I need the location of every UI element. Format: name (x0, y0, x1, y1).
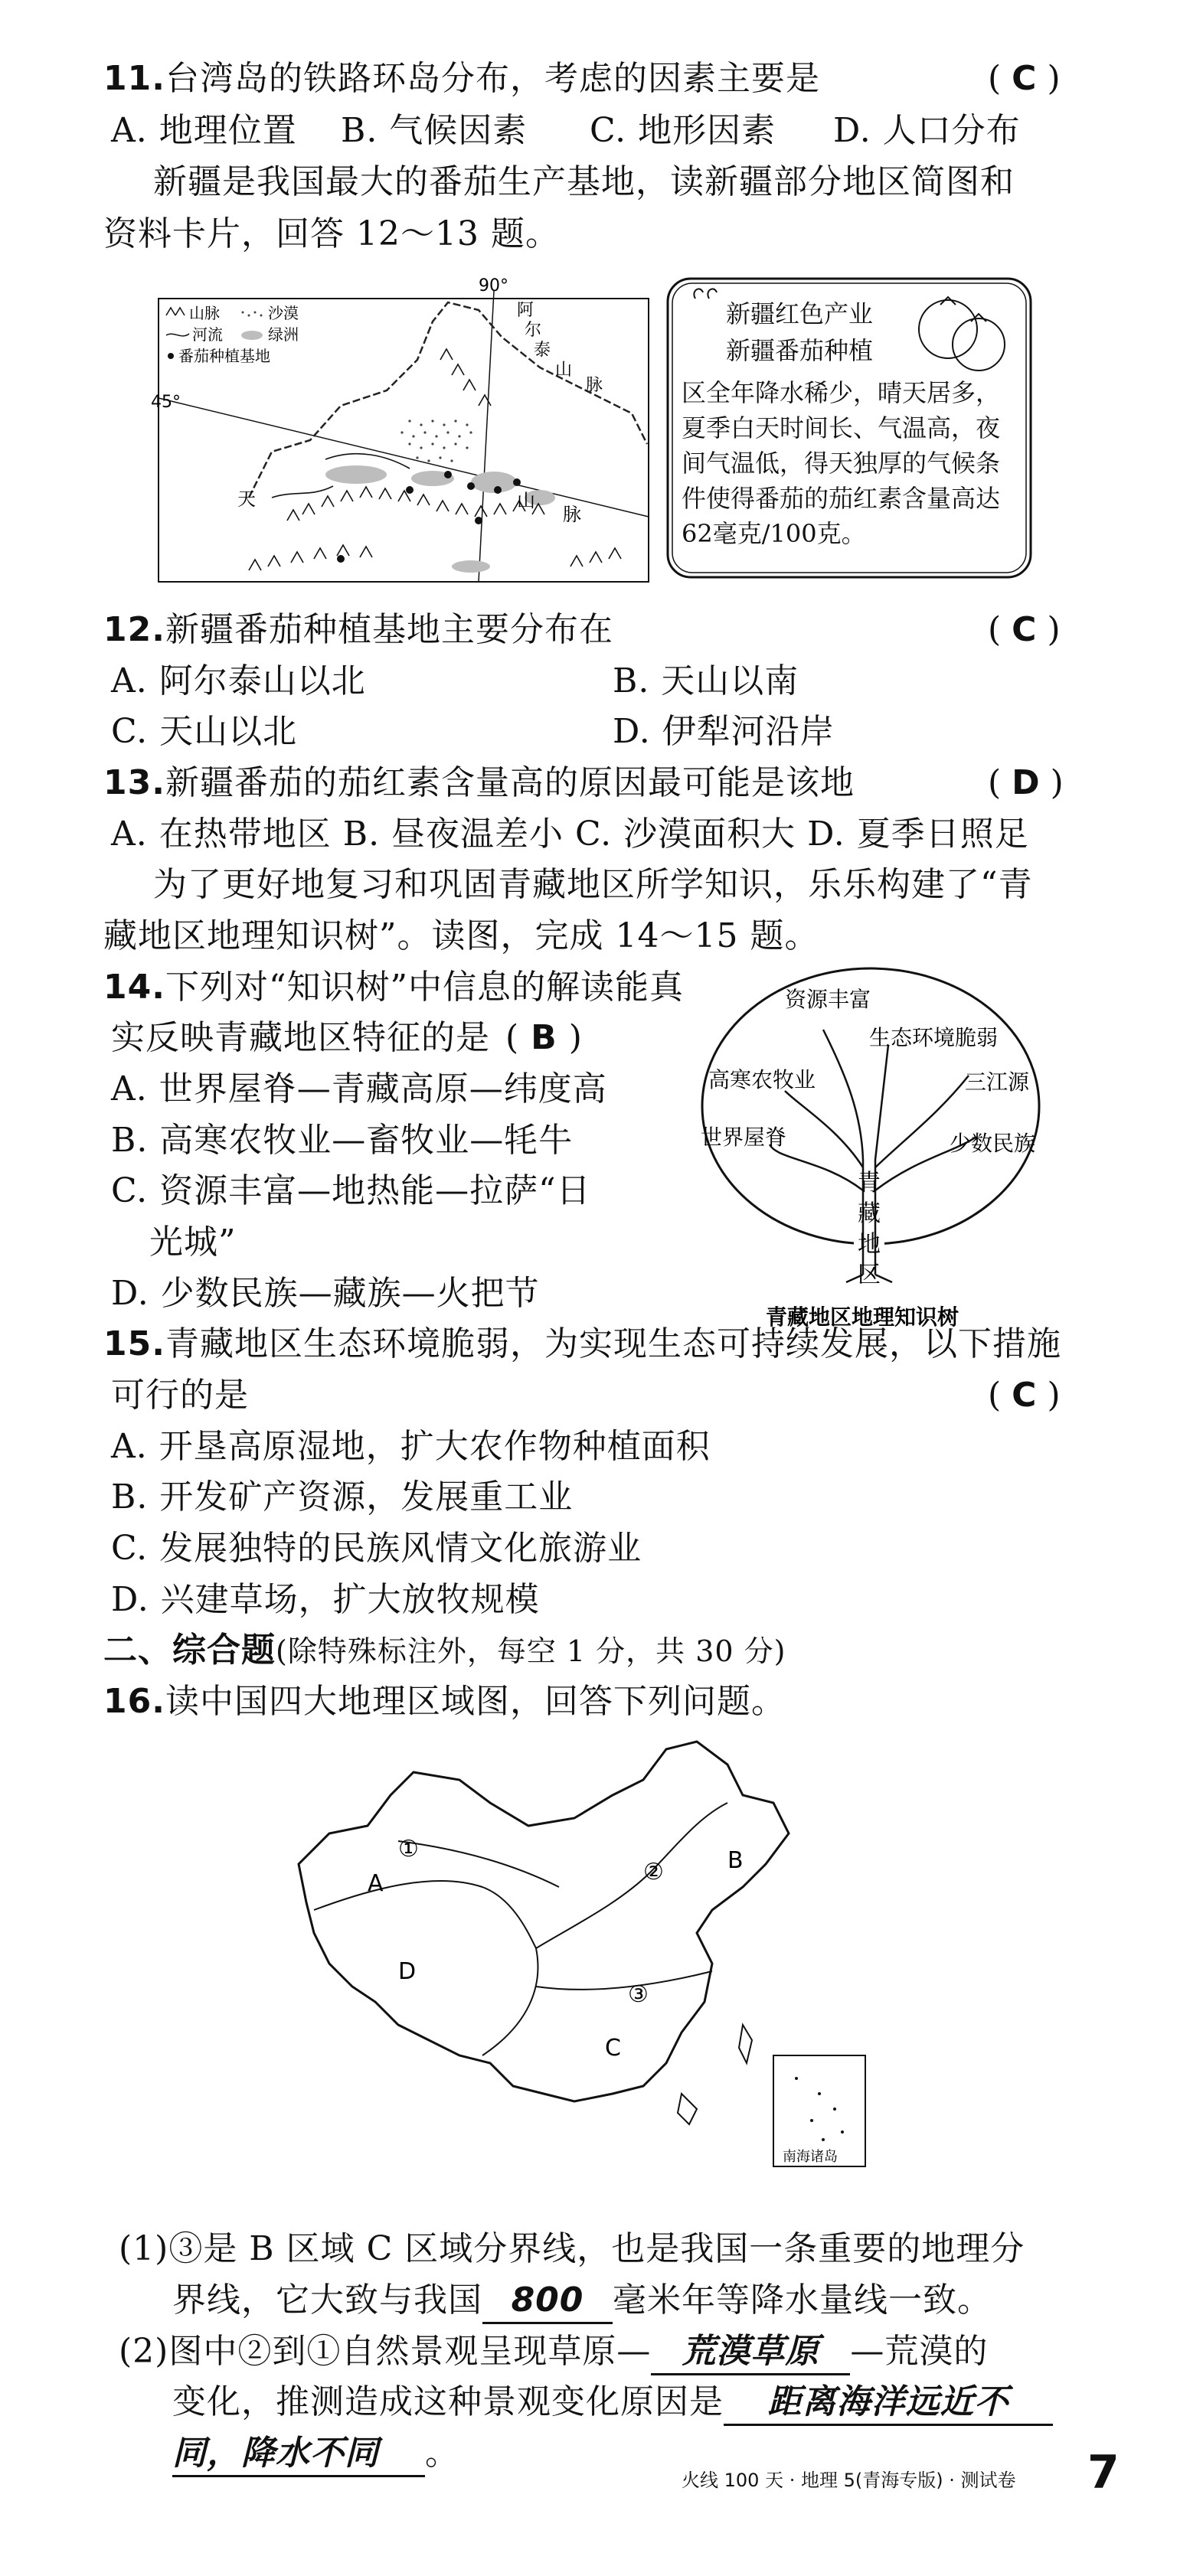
q11-option-d: D. 人口分布 (833, 111, 1021, 150)
tree-node-sanjiangyuan: 三江源 (965, 1069, 1030, 1095)
q15-option-d: D. 兴建草场，扩大放牧规模 (111, 1580, 540, 1619)
q12-option-b: B. 天山以南 (613, 661, 799, 700)
intro-14-15-line1: 为了更好地复习和巩固青藏地区所学知识，乐乐构建了“青 (153, 865, 1033, 904)
q16-part2-line1: (2)图中②到①自然景观呈现草原— 荒漠草原 —荒漠的 (119, 2330, 988, 2375)
tree-nodes (701, 987, 1035, 1156)
q14-option-a: A. 世界屋脊—青藏高原—纬度高 (111, 1069, 607, 1108)
svg-text:D: D (398, 1958, 417, 1985)
q14-option-b: B. 高寒农牧业—畜牧业—牦牛 (111, 1121, 574, 1160)
svg-text:A: A (368, 1870, 384, 1897)
q11-number: 11. (103, 59, 165, 98)
q13-answer: ( D ) (988, 763, 1064, 802)
intro-14-15-line2: 藏地区地理知识树”。读图，完成 14～15 题。 (103, 916, 819, 955)
q13-stem: 13.新疆番茄的茄红素含量高的原因最可能是该地 (103, 763, 855, 802)
svg-text:河流: 河流 (192, 325, 223, 344)
q16-part2-blank2a[interactable]: 距离海洋远近不 (724, 2381, 1053, 2426)
q11-stem (103, 57, 820, 100)
q15-stem-line2: 可行的是 (111, 1376, 249, 1415)
q12-answer: ( C ) (988, 610, 1061, 649)
lon-90-label: 90° (479, 276, 508, 295)
q16-part1-line1: (1)③是 B 区域 C 区域分界线，也是我国一条重要的地理分 (119, 2229, 1025, 2268)
q11-options (111, 109, 1021, 152)
xinjiang-map (151, 268, 655, 589)
q16-part1-blank[interactable]: 800 (482, 2279, 613, 2324)
south-china-sea-inset (773, 2055, 865, 2166)
q11-answer-letter: C (1012, 59, 1037, 98)
svg-text:南海诸岛: 南海诸岛 (783, 2149, 838, 2165)
intro-12-13-line2: 资料卡片，回答 12～13 题。 (103, 214, 560, 253)
q14-option-c-cont: 光城” (149, 1223, 237, 1262)
svg-text:沙漠: 沙漠 (268, 304, 299, 322)
q14-option-d: D. 少数民族—藏族—火把节 (111, 1274, 540, 1313)
knowledge-tree (693, 961, 1045, 1336)
svg-text:脉: 脉 (586, 376, 603, 395)
svg-text:山: 山 (517, 490, 535, 511)
q16-part2-blank2b[interactable]: 同，降水不同 (172, 2432, 425, 2477)
china-outline (299, 1742, 789, 2101)
svg-text:③: ③ (628, 1981, 649, 2008)
q15-option-c: C. 发展独特的民族风情文化旅游业 (111, 1529, 642, 1568)
q11-answer: ( C ) (988, 59, 1061, 98)
tree-node-ecology: 生态环境脆弱 (869, 1025, 999, 1050)
svg-text:脉: 脉 (563, 504, 581, 525)
svg-text:泰: 泰 (534, 341, 551, 360)
svg-text:尔: 尔 (525, 321, 542, 340)
q14-stem-line1: 14.下列对“知识树”中信息的解读能真 (103, 968, 684, 1007)
info-card-body: 区全年降水稀少，晴天居多， 夏季白天时间长、气温高，夜 间气温低，得天独厚的气候条 件使得番茄的茄红素含量高达 62毫克/100克。 (682, 378, 1001, 548)
svg-text:山: 山 (555, 361, 573, 380)
svg-text:C: C (605, 2035, 621, 2062)
q13-options: A. 在热带地区 B. 昼夜温差小 C. 沙漠面积大 D. 夏季日照足 (111, 815, 1029, 854)
tree-node-roof-of-world: 世界屋脊 (701, 1125, 787, 1150)
svg-text:①: ① (398, 1836, 419, 1863)
svg-text:地: 地 (858, 1231, 881, 1258)
svg-text:绿洲: 绿洲 (268, 325, 299, 344)
tree-caption: 青藏地区地理知识树 (766, 1304, 959, 1330)
tree-node-minorities: 少数民族 (950, 1131, 1036, 1156)
intro-12-13-line1: 新疆是我国最大的番茄生产基地，读新疆部分地区简图和 (153, 162, 1015, 201)
lat-45-label: 45° (151, 393, 181, 412)
svg-text:山脉: 山脉 (189, 304, 220, 322)
q15-stem-line1: 15.青藏地区生态环境脆弱，为实现生态可持续发展，以下措施 (103, 1324, 1061, 1363)
q16-stem: 16.读中国四大地理区域图，回答下列问题。 (103, 1682, 786, 1721)
tree-node-resources: 资源丰富 (785, 987, 871, 1012)
q15-answer: ( C ) (988, 1376, 1061, 1415)
q16-part2-line2: 变化，推测造成这种景观变化原因是 距离海洋远近不 (172, 2381, 1053, 2426)
q11-option-b: B. 气候因素 (341, 111, 528, 150)
svg-text:②: ② (643, 1859, 664, 1885)
q16-part2-line3: 同，降水不同 。 (172, 2432, 459, 2477)
q14-stem-line2: 实反映青藏地区特征的是 ( B ) (111, 1018, 583, 1057)
china-regions-map (283, 1734, 881, 2178)
info-card (665, 276, 1036, 582)
q15-option-b: B. 开发矿产资源，发展重工业 (111, 1477, 574, 1517)
q12-stem: 12.新疆番茄种植基地主要分布在 (103, 610, 613, 649)
q12-option-a: A. 阿尔泰山以北 (111, 661, 366, 700)
map-legend (160, 300, 325, 369)
q12-option-d: D. 伊犁河沿岸 (613, 712, 835, 751)
footer-text: 火线 100 天 · 地理 5(青海专版) · 测试卷 (682, 2470, 1016, 2491)
svg-text:B: B (727, 1847, 744, 1874)
page-number: 7 (1087, 2446, 1120, 2499)
section-2-header: 二、综合题(除特殊标注外，每空 1 分，共 30 分) (103, 1631, 786, 1670)
svg-text:区: 区 (858, 1262, 881, 1288)
svg-text:藏: 藏 (858, 1200, 881, 1227)
q12-option-c: C. 天山以北 (111, 712, 298, 751)
info-card-title2: 新疆番茄种植 (726, 336, 874, 365)
q11-option-a: A. 地理位置 (111, 111, 297, 150)
svg-text:天: 天 (237, 488, 256, 510)
q15-option-a: A. 开垦高原湿地，扩大农作物种植面积 (111, 1427, 711, 1466)
q11-text: 台湾岛的铁路环岛分布，考虑的因素主要是 (165, 59, 820, 98)
info-card-title1: 新疆红色产业 (726, 299, 874, 328)
tree-node-agriculture: 高寒农牧业 (708, 1067, 816, 1092)
q16-part1-line2: 界线，它大致与我国 800 毫米年等降水量线一致。 (172, 2279, 992, 2324)
svg-text:番茄种植基地: 番茄种植基地 (178, 347, 270, 365)
q16-part2-blank1[interactable]: 荒漠草原 (651, 2330, 850, 2375)
svg-text:青: 青 (858, 1170, 881, 1197)
svg-text:阿: 阿 (517, 301, 534, 320)
q14-option-c: C. 资源丰富—地热能—拉萨“日 (111, 1171, 591, 1210)
q11-option-c: C. 地形因素 (590, 111, 776, 150)
